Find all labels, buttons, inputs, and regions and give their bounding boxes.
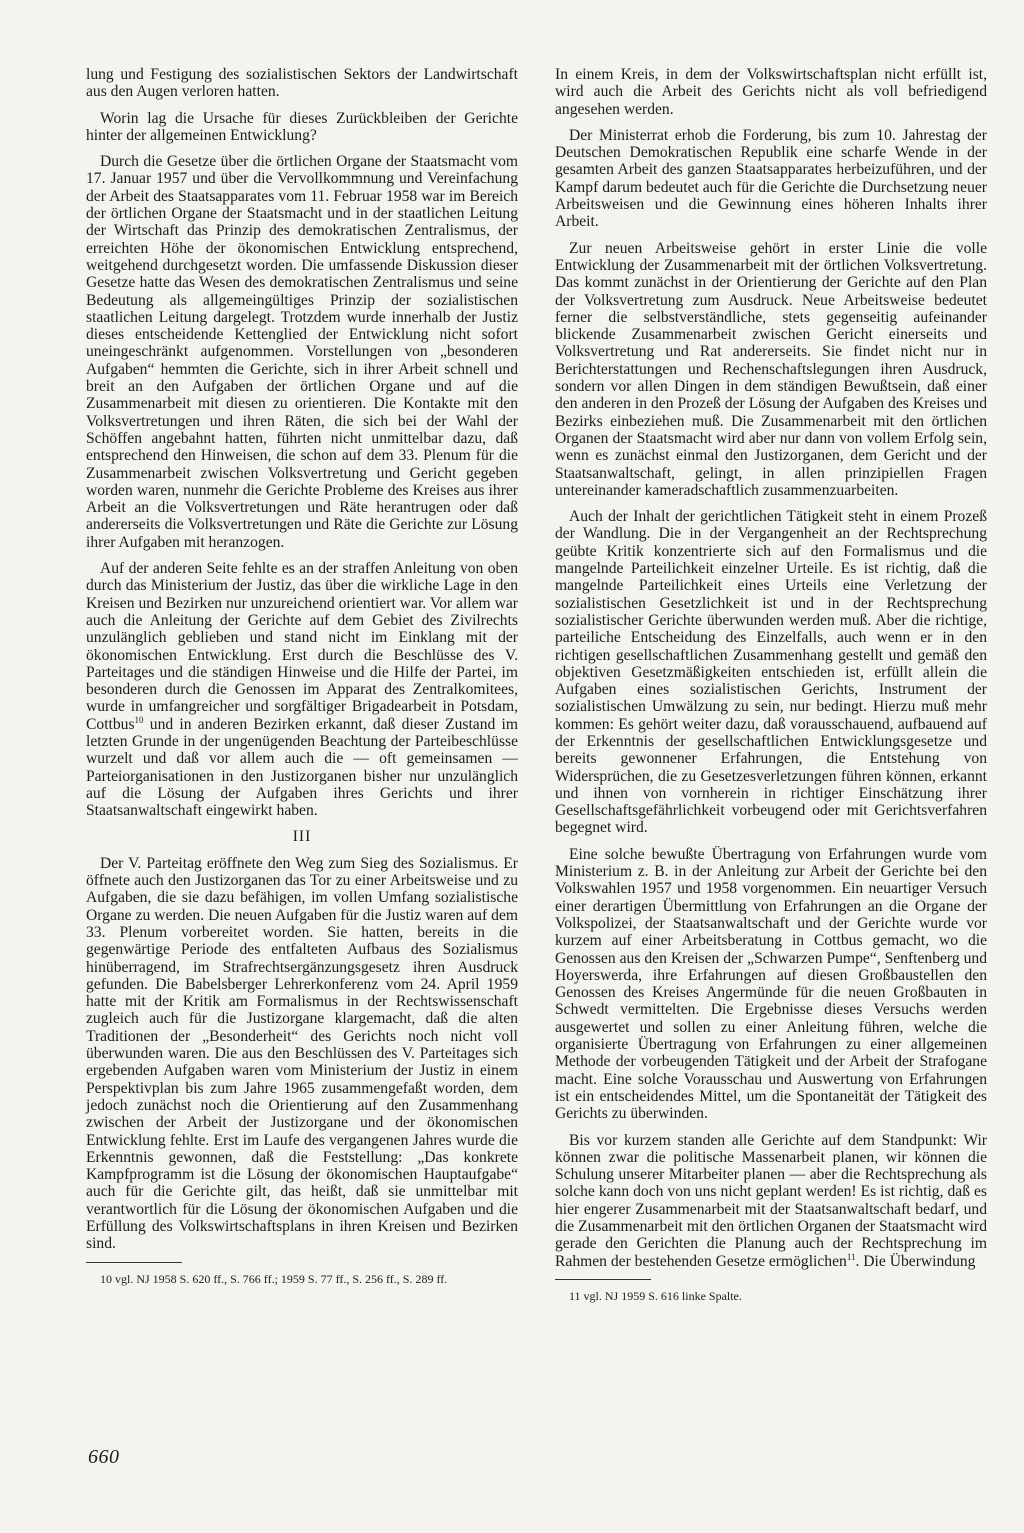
- section-heading: III: [292, 828, 312, 846]
- page-number: 660: [88, 1446, 120, 1468]
- paragraph: Auch der Inhalt der gerichtlichen Tätigkeit steht in einem Prozeß der Wandlung. Die in der Vergangenheit an der Rechtsprechung geübte Kritik konzentrierte sich auf den Formalismus und die mangelnde Parteilichkeit einzelner Urteile. Es ist richtig, daß die mangelnde Parteilichkeit eines Urteils eine Verletzung der sozialistischen Gesetzlichkeit ist und in der Rechtsprechung sozialistischer Gerichte überwunden werden muß. Aber die richtige, parteiliche Entscheidung des Einzelfalls, auch wenn er in den richtigen gesellschaftlichen Zusammenhang gestellt und gemäß den objektiven Gesetzmäßigkeiten entschieden ist, erfüllt allein die Aufgaben eines sozialistischen Gerichts, Instrument der sozialistischen Umwälzung zu sein, nur bedingt. Hierzu muß mehr kommen: Es gehört weiter dazu, daß vorausschauend, aufbauend auf der Erkenntnis der gesellschaftlichen Entwicklungsgesetze und bereits gewonnener Erfahrungen, die Entstehung von Widersprüchen, die zu Gesetzesverletzungen führen können, erkannt und ihnen von vornherein in richtiger Einschätzung ihrer Gesellschaftsgefährlichkeit vorbeugend oder mit Gerichtsverfahren begegnet wird.: [555, 508, 987, 837]
- paragraph-text: und in anderen Bezirken erkannt, daß dieser Zustand im letzten Grunde in der ungenügenden Beachtung der Parteibeschlüsse wurzelt und daß vor allem auch die — oft gemeinsamen — Parteiorganisationen in den Justizorganen bisher nur unzulänglich auf die Lösung der Aufgaben ihres Gerichts und ihrer Staatsanwaltschaft eingewirkt haben.: [86, 715, 518, 820]
- paragraph: [86, 560, 518, 819]
- paragraph-text: Bis vor kurzem standen alle Gerichte auf dem Standpunkt: Wir können zwar die politische Massenarbeit planen, wir können die Schulung unserer Mitarbeiter planen — aber die Rechtsprechung als solche kann doch von uns nicht geplant werden! Es ist richtig, daß es hier engerer Zusammenarbeit mit der Staatsanwaltschaft bedarf, und die Zusammenarbeit mit den örtlichen Organen der Staatsmacht wird gerade den Gerichten die Planung auch der Rechtsprechung im Rahmen der bestehenden Gesetze ermöglichen: [555, 1131, 987, 1270]
- paragraph: lung und Festigung des sozialistischen Sektors der Landwirtschaft aus den Augen verloren hatten.: [86, 66, 518, 101]
- footnote: 11 vgl. NJ 1959 S. 616 linke Spalte.: [569, 1288, 742, 1303]
- footnote-divider: [86, 1262, 182, 1263]
- paragraph-text: . Die Überwindung: [855, 1252, 976, 1270]
- left-column: [86, 66, 518, 1296]
- paragraph: [555, 1132, 987, 1270]
- footnote-divider: [555, 1279, 651, 1280]
- paragraph: Worin lag die Ursache für dieses Zurückbleiben der Gerichte hinter der allgemeinen Entwicklung?: [86, 109, 518, 144]
- right-column: [555, 66, 987, 1313]
- paragraph: In einem Kreis, in dem der Volkswirtschaftsplan nicht erfüllt ist, wird auch die Arbeit des Gerichts nicht als voll befriedigend angesehen werden.: [555, 66, 987, 118]
- paragraph-text: Auf der anderen Seite fehlte es an der straffen Anleitung von oben durch das Ministerium der Justiz, das über die wirkliche Lage in den Kreisen und Bezirken nur unzureichend orientiert war. Vor allem war auch die Anleitung der Gerichte auf dem Gebiet des Zivilrechts unzulänglich geblieben und stand nicht im Einklang mit der ökonomischen Entwicklung. Erst durch die Beschlüsse des V. Parteitages und die ständigen Hinweise und die Hilfe der Partei, im besonderen durch die Genossen im Apparat des Zentralkomitees, wurde in umfangreicher und sorgfältiger Brigadearbeit in Potsdam, Cottbus: [86, 560, 518, 733]
- paragraph: Eine solche bewußte Übertragung von Erfahrungen wurde vom Ministerium z. B. in der Anleitung zur Arbeit der Gerichte bei den Volkswahlen 1957 und 1958 vorgenommen. Ein neuartiger Versuch einer derartigen Übermittlung von Erfahrungen an die Organe der Volkspolizei, der Staatsanwaltschaft und der Gerichte wurde vor kurzem auf einer Arbeitsberatung in Cottbus gemacht, wo die Genossen aus den Kreisen der „Schwarzen Pumpe“, Senftenberg und Hoyerswerda, ihre Erfahrungen auf diesen Großbaustellen den Genossen des Kreises Angermünde für die neuen Großbauten in Schwedt vermittelten. Die Ergebnisse dieses Versuchs werden ausgewertet und sollen zu einer Anleitung führen, welche die organisierte Übertragung von Erfahrungen zu einer allgemeinen Methode der vorbeugenden Tätigkeit und der Arbeit der Strafogane macht. Eine solche Vorausschau und Auswertung von Erfahrungen ist ein entscheidendes Mittel, um die Spontaneität der Tätigkeit des Gerichts zu überwinden.: [555, 845, 987, 1123]
- footnote: 10 vgl. NJ 1958 S. 620 ff., S. 766 ff.; 1959 S. 77 ff., S. 256 ff., S. 289 ff.: [100, 1271, 448, 1286]
- footnote-marker: 10: [134, 714, 144, 725]
- paragraph: Durch die Gesetze über die örtlichen Organe der Staatsmacht vom 17. Januar 1957 und über die Vervollkommnung und Vereinfachung der Arbeit des Staatsapparates vom 11. Februar 1958 war im Bereich der örtlichen Organe der Staatsmacht und in der staatlichen Leitung der Wirtschaft das Prinzip des demokratischen Zentralismus, der erreichten Höhe der ökonomischen Entwicklung entsprechend, weitgehend durchgesetzt worden. Die umfassende Diskussion dieser Gesetze hatte das Wesen des demokratischen Zentralismus und seine Bedeutung als allgemeingültiges Prinzip der sozialistischen staatlichen Leitung dargelegt. Trotzdem wurde innerhalb der Justiz dieses entscheidende Kettenglied der Entwicklung nicht sofort uneingeschränkt aufgenommen. Vorstellungen von „besonderen Aufgaben“ hemmten die Gerichte, sich in ihrer Arbeit schnell und breit an den Aufgaben der örtlichen Organe und auf die Zusammenarbeit mit diesen zu orientieren. Die Kontakte mit den Volksvertretungen und ihren Räten, die sich bei der Wahl der Schöffen angebahnt hatten, führten nicht unmittelbar dazu, daß entsprechend den Hinweisen, die schon auf dem 33. Plenum für die Zusammenarbeit zwischen Volksvertretung und Gericht gegeben worden waren, nunmehr die Gerichte Probleme des Kreises aus ihrer Arbeit an die Volksvertretungen und Räte herantrugen oder daß andererseits die Volksvertretungen und Räte die Gerichte zur Lösung ihrer Aufgaben mit heranzogen.: [86, 153, 518, 551]
- footnote-marker: 11: [846, 1251, 856, 1262]
- paragraph: Der Ministerrat erhob die Forderung, bis zum 10. Jahrestag der Deutschen Demokratischen Republik eine scharfe Wende in der gesamten Arbeit des ganzen Staatsapparates herbeizuführen, und der Kampf darum bedeutet auch für die Gerichte die Durchsetzung neuer Arbeitsweisen und die Gewinnung eines höheren Inhalts ihrer Arbeit.: [555, 126, 987, 231]
- paragraph: Zur neuen Arbeitsweise gehört in erster Linie die volle Entwicklung der Zusammenarbeit mit der örtlichen Volksvertretung. Das kommt zunächst in der Orientierung der Gerichte auf den Plan der Volksvertretung zum Ausdruck. Neue Arbeitsweise bedeutet ferner die selbstverständliche, stets gegenseitig aufeinander blickende Zusammenarbeit zwischen Gericht einerseits und Volksvertretung und Rat andererseits. Sie findet nicht nur in Berichterstattungen und Rechenschaftslegungen ihren Ausdruck, sondern vor allen Dingen in dem ständigen Bewußtsein, daß einer den anderen in den Prozeß der Lösung der Aufgaben des Kreises und Bezirks einbeziehen muß. Die Zusammenarbeit mit den örtlichen Organen der Staatsmacht wird aber nur dann von vollem Erfolg sein, wenn es zunächst einmal den Justizorganen, dem Gericht und der Staatsanwaltschaft, gelingt, in allen prinzipiellen Fragen untereinander kameradschaftlich zusammenzuarbeiten.: [555, 239, 987, 499]
- paragraph: Der V. Parteitag eröffnete den Weg zum Sieg des Sozialismus. Er öffnete auch den Justizorganen das Tor zu einer Arbeitsweise und zu Aufgaben, die sie dazu befähigen, im vollen Umfang sozialistische Organe zu werden. Die neuen Aufgaben für die Justiz waren auf dem 33. Plenum vorbereitet worden. Sie hatten, bereits in die gegenwärtige Periode des entfalteten Aufbaus des Sozialismus hinüberragend, im Strafrechtsergänzungsgesetz ihren Ausdruck gefunden. Die Babelsberger Lehrerkonferenz vom 24. April 1959 hatte mit der Kritik am Formalismus in der Rechtswissenschaft zugleich auch für die Justizorgane klargemacht, daß die alten Traditionen der „Besonderheit“ des Gerichts noch nicht voll überwunden waren. Die aus den Beschlüssen des V. Parteitages sich ergebenden Aufgaben waren vom Ministerium der Justiz in einem Perspektivplan bis zum Jahre 1965 zusammengefaßt worden, dem jedoch zunächst noch die Orientierung auf den Zusammenhang zwischen der Arbeit der Justizorgane und der ökonomischen Entwicklung fehlte. Erst im Laufe des vergangenen Jahres wurde die Erkenntnis gewonnen, daß die Feststellung: „Das konkrete Kampfprogramm ist die Lösung der ökonomischen Hauptaufgabe“ auch für die Gerichte gilt, das heißt, daß sie unmittelbar mit verantwortlich für die Lösung der ökonomischen Aufgaben und die Erfüllung des Volkswirtschaftsplans in ihren Kreisen und Bezirken sind.: [86, 854, 518, 1253]
